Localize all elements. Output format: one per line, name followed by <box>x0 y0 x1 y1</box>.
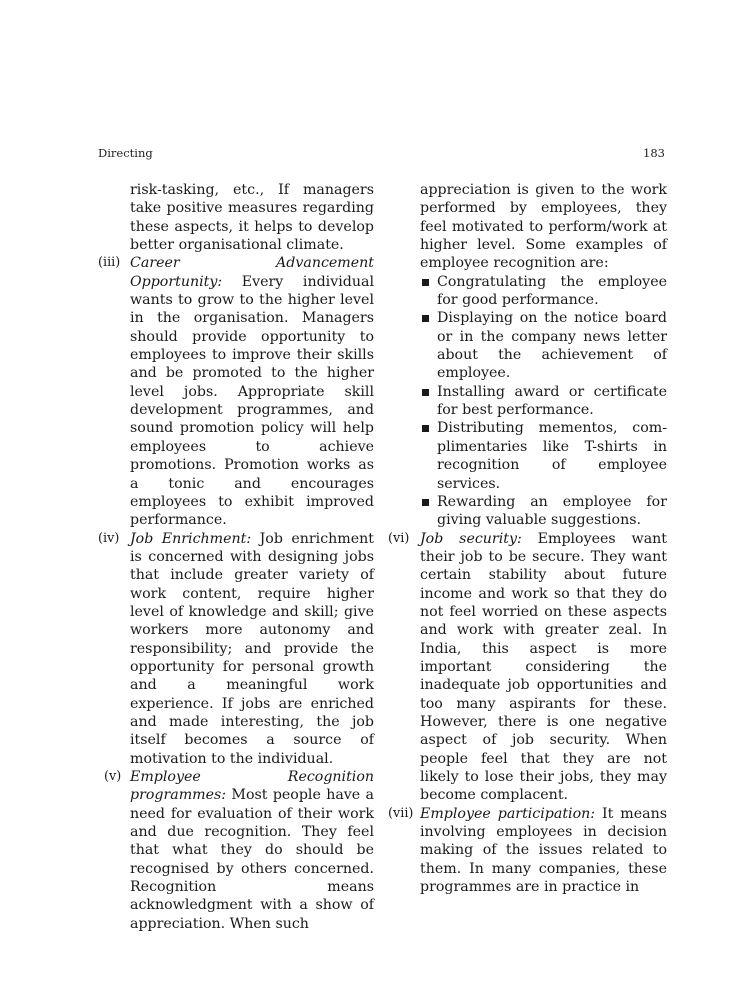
item-title: Job security: <box>420 530 522 547</box>
item-number: (iv) <box>98 530 120 546</box>
item-body: Job enrichment is concerned with designing jobs that include greater variety of work content, require higher level of knowledge and skill; give workers more autonomy and responsibility; and provide the opportunity for personal growth and a meaningful work experience. If jobs are enriched and made interesting, the job itself becomes a source of motivation to the individual. <box>130 530 374 767</box>
item-number: (vii) <box>388 805 414 821</box>
bullet-item: Installing award or certificate for best performance. <box>420 383 667 420</box>
item-body: It means involving employees in decision making of the issues related to them. In many companies, these programmes are in practice in <box>420 805 667 896</box>
right-column <box>388 181 667 896</box>
bullet-item: Distributing mementos, com-plimentaries like T-shirts in recognition of employee services. <box>420 419 667 492</box>
left-column <box>98 181 374 933</box>
recognition-examples-list <box>388 273 667 530</box>
continuation-paragraph: appreciation is given to the work performed by employees, they feel motivated to perform/work at higher level. Some examples of employee recognition are: <box>420 182 667 272</box>
item-title: Job Enrichment: <box>130 530 252 547</box>
square-bullet-icon <box>422 279 429 286</box>
page-number: 183 <box>643 146 665 160</box>
item-number: (vi) <box>388 530 410 546</box>
list-item-employee-participation <box>388 805 667 897</box>
list-item-employee-recognition <box>98 768 374 933</box>
item-number: (v) <box>104 769 122 784</box>
list-item-job-enrichment <box>98 530 374 768</box>
square-bullet-icon <box>422 425 429 432</box>
item-body: Employees want their job to be secure. They want certain stability about future income and work so that they do not feel worried on these aspects and work with greater zeal. In India, this aspect is more important considering the inadequate job opportunities and too many aspirants for these. However, there is one negative aspect of job security. When people feel that they are not likely to lose their jobs, they may become complacent. <box>420 530 667 804</box>
item-body: Every individual wants to grow to the higher level in the organisation. Managers should provide opportunity to employees to improve their skills and be promoted to the higher level jobs. Appropriate skill development programmes, and sound promotion policy will help employees to achieve promotions. Promotion works as a tonic and encourages employees to exhibit improved performance. <box>130 273 374 529</box>
square-bullet-icon <box>422 499 429 506</box>
item-title: Employee Recognition programmes: <box>130 769 374 804</box>
continuation-paragraph: risk-tasking, etc., If managers take positive measures regarding these aspects, it helps to develop better organisational climate. <box>130 182 374 254</box>
list-item-career-advancement <box>98 254 374 529</box>
square-bullet-icon <box>422 315 429 322</box>
running-header-chapter: Directing <box>98 146 153 160</box>
bullet-item: Displaying on the notice board or in the company news letter about the achievement of employee. <box>420 309 667 382</box>
item-title: Career Advancement Opportunity: <box>130 255 374 290</box>
item-number: (iii) <box>98 255 121 271</box>
square-bullet-icon <box>422 389 429 396</box>
bullet-item: Rewarding an employee for giving valuable suggestions. <box>420 493 667 530</box>
item-title: Employee participation: <box>420 805 596 822</box>
item-body: Most people have a need for evaluation of their work and due recognition. They feel that what they do should be recognised by others concerned. Recognition means acknowledgment with a show of appreciation. When such <box>130 787 374 932</box>
bullet-item: Congratulating the employee for good performance. <box>420 273 667 310</box>
list-item-job-security <box>388 530 667 805</box>
